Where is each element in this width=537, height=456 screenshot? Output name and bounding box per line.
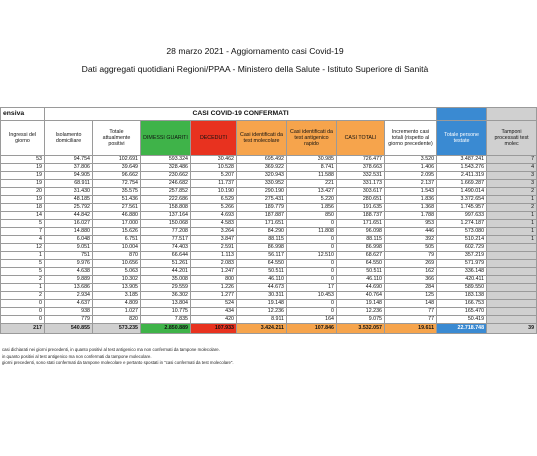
table-cell bbox=[487, 316, 537, 324]
table-cell: 102.691 bbox=[93, 156, 141, 164]
table-cell: 17 bbox=[287, 284, 337, 292]
table-cell: 66.644 bbox=[141, 252, 191, 260]
table-row bbox=[1, 180, 537, 188]
table-cell: 37.806 bbox=[45, 164, 93, 172]
total-cell: 22.718.748 bbox=[437, 324, 487, 334]
table-row bbox=[1, 220, 537, 228]
table-cell: 171.651 bbox=[237, 220, 287, 228]
total-cell: 19.611 bbox=[385, 324, 437, 334]
table-cell: 1.836 bbox=[385, 196, 437, 204]
total-cell: 2.850.889 bbox=[141, 324, 191, 334]
table-cell: 5 bbox=[1, 260, 45, 268]
table-cell: 72.754 bbox=[93, 180, 141, 188]
table-cell: 171.651 bbox=[337, 220, 385, 228]
table-cell: 230.662 bbox=[141, 172, 191, 180]
table-cell: 3.185 bbox=[93, 292, 141, 300]
table-cell: 27.561 bbox=[93, 204, 141, 212]
table-cell: 94.905 bbox=[45, 172, 93, 180]
table-cell: 11.588 bbox=[287, 172, 337, 180]
table-cell: 31.430 bbox=[45, 188, 93, 196]
table-cell: 77 bbox=[385, 316, 437, 324]
table-cell: 4 bbox=[1, 236, 45, 244]
table-cell: 446 bbox=[385, 228, 437, 236]
table-cell: 2.934 bbox=[45, 292, 93, 300]
table-row bbox=[1, 284, 537, 292]
table-cell: 2.095 bbox=[385, 172, 437, 180]
table-cell: 96.662 bbox=[93, 172, 141, 180]
table-cell: 36.302 bbox=[141, 292, 191, 300]
table-cell: 77.517 bbox=[141, 236, 191, 244]
table-cell: 125 bbox=[385, 292, 437, 300]
footnote-2: in quanto positivi al test antigenico ma non confermati da tampone molecolare. bbox=[2, 353, 152, 359]
table-cell: 4.693 bbox=[191, 212, 237, 220]
table-cell: 3 bbox=[487, 180, 537, 188]
table-cell bbox=[487, 276, 537, 284]
table-cell: 13.686 bbox=[45, 284, 93, 292]
table-cell: 1 bbox=[487, 228, 537, 236]
table-cell: 332.531 bbox=[337, 172, 385, 180]
table-cell: 2.083 bbox=[191, 260, 237, 268]
total-cell: 3.424.211 bbox=[237, 324, 287, 334]
report-subtitle: Dati aggregati quotidiani Regioni/PPAA - Ministero della Salute - Istituto Superiore di Sanità bbox=[81, 64, 429, 74]
table-cell: 357.219 bbox=[437, 252, 487, 260]
table-cell: 1.788 bbox=[385, 212, 437, 220]
table-cell: 4.638 bbox=[45, 268, 93, 276]
table-cell: 12.510 bbox=[287, 252, 337, 260]
table-cell bbox=[487, 292, 537, 300]
table-row bbox=[1, 244, 537, 252]
table-cell: 0 bbox=[287, 244, 337, 252]
table-cell: 7.835 bbox=[141, 316, 191, 324]
table-cell: 1.856 bbox=[287, 204, 337, 212]
table-row bbox=[1, 276, 537, 284]
table-cell: 2 bbox=[487, 188, 537, 196]
table-cell: 870 bbox=[93, 252, 141, 260]
table-cell: 0 bbox=[1, 308, 45, 316]
table-cell: 280.651 bbox=[337, 196, 385, 204]
col-header-ingressi: Ingressi del giorno bbox=[1, 121, 45, 156]
table-cell: 2.137 bbox=[385, 180, 437, 188]
table-cell: 17.000 bbox=[93, 220, 141, 228]
table-cell: 257.852 bbox=[141, 188, 191, 196]
table-cell: 328.486 bbox=[141, 164, 191, 172]
table-cell: 14 bbox=[1, 212, 45, 220]
table-cell bbox=[487, 260, 537, 268]
table-cell: 5.266 bbox=[191, 204, 237, 212]
footnote-1: casi dichiarati nei giorni precedenti, in quanto positivi al test antigenico ma non confermati da tampone molecolare. bbox=[2, 347, 220, 352]
footnotes bbox=[2, 347, 234, 367]
table-cell: 165.470 bbox=[437, 308, 487, 316]
table-cell: 0 bbox=[287, 236, 337, 244]
table-cell: 4 bbox=[487, 164, 537, 172]
table-cell: 35.575 bbox=[93, 188, 141, 196]
table-cell bbox=[487, 252, 537, 260]
table-cell: 10.775 bbox=[141, 308, 191, 316]
table-cell: 40.764 bbox=[337, 292, 385, 300]
table-cell: 8.911 bbox=[237, 316, 287, 324]
table-cell: 330.952 bbox=[237, 180, 287, 188]
table-cell: 1 bbox=[487, 196, 537, 204]
table-cell: 30.985 bbox=[287, 156, 337, 164]
table-cell: 12.236 bbox=[237, 308, 287, 316]
table-cell: 1 bbox=[487, 220, 537, 228]
table-row bbox=[1, 212, 537, 220]
table-cell: 96.098 bbox=[337, 228, 385, 236]
table-cell: 0 bbox=[1, 300, 45, 308]
table-cell: 13.804 bbox=[141, 300, 191, 308]
table-row bbox=[1, 268, 537, 276]
table-cell: 10.004 bbox=[93, 244, 141, 252]
table-cell: 53 bbox=[1, 156, 45, 164]
table-cell: 303.617 bbox=[337, 188, 385, 196]
table-cell: 19 bbox=[1, 164, 45, 172]
table-cell: 13.427 bbox=[287, 188, 337, 196]
table-cell: 505 bbox=[385, 244, 437, 252]
table-cell: 4.637 bbox=[45, 300, 93, 308]
table-cell: 7 bbox=[1, 228, 45, 236]
table-cell: 0 bbox=[287, 308, 337, 316]
table-cell: 11.737 bbox=[191, 180, 237, 188]
table-cell: 284 bbox=[385, 284, 437, 292]
table-row bbox=[1, 196, 537, 204]
table-cell: 1.490.014 bbox=[437, 188, 487, 196]
table-cell: 850 bbox=[287, 212, 337, 220]
table-body bbox=[1, 156, 537, 334]
table-cell: 820 bbox=[93, 316, 141, 324]
table-cell: 68.911 bbox=[45, 180, 93, 188]
table-cell: 7 bbox=[487, 156, 537, 164]
table-cell: 11.808 bbox=[287, 228, 337, 236]
table-row bbox=[1, 188, 537, 196]
table-cell: 1.543 bbox=[385, 188, 437, 196]
table-cell: 0 bbox=[287, 260, 337, 268]
band-blank-grey bbox=[487, 108, 537, 121]
table-row bbox=[1, 228, 537, 236]
table-cell: 953 bbox=[385, 220, 437, 228]
table-row bbox=[1, 204, 537, 212]
table-cell bbox=[487, 244, 537, 252]
table-row bbox=[1, 260, 537, 268]
table-cell bbox=[487, 268, 537, 276]
table-cell: 86.998 bbox=[237, 244, 287, 252]
table-cell: 1.669.287 bbox=[437, 180, 487, 188]
table-cell: 1.274.187 bbox=[437, 220, 487, 228]
totals-row bbox=[1, 324, 537, 334]
table-cell: 10.302 bbox=[93, 276, 141, 284]
table-cell: 19.148 bbox=[337, 300, 385, 308]
table-cell: 420.411 bbox=[437, 276, 487, 284]
table-cell: 158.808 bbox=[141, 204, 191, 212]
table-cell: 290.190 bbox=[237, 188, 287, 196]
table-cell: 39.649 bbox=[93, 164, 141, 172]
table-cell: 0 bbox=[287, 276, 337, 284]
table-cell: 9.976 bbox=[45, 260, 93, 268]
table-cell: 573.080 bbox=[437, 228, 487, 236]
total-cell: 107.846 bbox=[287, 324, 337, 334]
report-title: 28 marzo 2021 - Aggiornamento casi Covid-19 bbox=[166, 46, 344, 56]
table-cell: 2.411.319 bbox=[437, 172, 487, 180]
col-header-tamponi: Tamponi processati test molec bbox=[487, 121, 537, 156]
table-cell: 4.809 bbox=[93, 300, 141, 308]
table-cell: 50.419 bbox=[437, 316, 487, 324]
table-cell: 46.110 bbox=[237, 276, 287, 284]
table-cell: 44.690 bbox=[337, 284, 385, 292]
table-cell: 188.737 bbox=[337, 212, 385, 220]
band-left-label: ensiva bbox=[1, 108, 45, 121]
table-cell: 997.633 bbox=[437, 212, 487, 220]
col-header-incremento: Incremento casi totali (rispetto al giorno precedente) bbox=[385, 121, 437, 156]
table-cell: 18 bbox=[1, 204, 45, 212]
table-cell: 5 bbox=[1, 268, 45, 276]
table-row bbox=[1, 172, 537, 180]
table-cell: 48.185 bbox=[45, 196, 93, 204]
table-cell: 77.208 bbox=[141, 228, 191, 236]
band-main-label: CASI COVID-19 CONFERMATI bbox=[45, 108, 437, 121]
total-cell: 540.855 bbox=[45, 324, 93, 334]
table-cell: 20 bbox=[1, 188, 45, 196]
table-cell: 1.247 bbox=[191, 268, 237, 276]
table-cell bbox=[487, 300, 537, 308]
table-cell: 571.979 bbox=[437, 260, 487, 268]
table-cell: 183.138 bbox=[437, 292, 487, 300]
table-cell: 2.591 bbox=[191, 244, 237, 252]
table-cell: 35.008 bbox=[141, 276, 191, 284]
table-cell: 148 bbox=[385, 300, 437, 308]
table-cell: 269 bbox=[385, 260, 437, 268]
table-cell: 10.453 bbox=[287, 292, 337, 300]
table-cell: 589.550 bbox=[437, 284, 487, 292]
table-row bbox=[1, 300, 537, 308]
table-cell: 510.214 bbox=[437, 236, 487, 244]
table-cell: 800 bbox=[191, 276, 237, 284]
table-cell: 366 bbox=[385, 276, 437, 284]
table-cell: 94.754 bbox=[45, 156, 93, 164]
table-cell: 6.751 bbox=[93, 236, 141, 244]
table-row bbox=[1, 164, 537, 172]
table-cell: 593.324 bbox=[141, 156, 191, 164]
table-cell: 331.173 bbox=[337, 180, 385, 188]
table-cell: 88.115 bbox=[337, 236, 385, 244]
table-cell: 434 bbox=[191, 308, 237, 316]
table-cell: 524 bbox=[191, 300, 237, 308]
table-cell: 3.847 bbox=[191, 236, 237, 244]
table-cell: 751 bbox=[45, 252, 93, 260]
table-cell: 25.792 bbox=[45, 204, 93, 212]
table-cell: 221 bbox=[287, 180, 337, 188]
table-cell: 191.635 bbox=[337, 204, 385, 212]
table-cell: 166.753 bbox=[437, 300, 487, 308]
table-cell: 0 bbox=[287, 300, 337, 308]
header-band-row bbox=[1, 108, 537, 121]
table-cell: 1 bbox=[1, 252, 45, 260]
col-header-test-antigenico: Casi identificati da test antigenico rapido bbox=[287, 121, 337, 156]
table-cell: 19 bbox=[1, 196, 45, 204]
table-cell: 392 bbox=[385, 236, 437, 244]
table-cell: 602.729 bbox=[437, 244, 487, 252]
table-cell: 51.436 bbox=[93, 196, 141, 204]
table-cell: 64.550 bbox=[237, 260, 287, 268]
table-cell: 336.148 bbox=[437, 268, 487, 276]
table-cell: 0 bbox=[1, 316, 45, 324]
table-cell: 378.663 bbox=[337, 164, 385, 172]
col-header-persone-testate: Totale persone testate bbox=[437, 121, 487, 156]
table-cell: 162 bbox=[385, 268, 437, 276]
table-cell: 3.487.241 bbox=[437, 156, 487, 164]
table-cell: 51.261 bbox=[141, 260, 191, 268]
table-cell: 10.190 bbox=[191, 188, 237, 196]
table-cell: 2 bbox=[487, 204, 537, 212]
total-cell: 3.532.057 bbox=[337, 324, 385, 334]
table-cell: 4.583 bbox=[191, 220, 237, 228]
table-cell: 5.063 bbox=[93, 268, 141, 276]
table-cell: 1 bbox=[487, 236, 537, 244]
table-cell: 84.290 bbox=[237, 228, 287, 236]
covid-cases-table bbox=[0, 107, 537, 334]
table-cell: 189.779 bbox=[237, 204, 287, 212]
col-header-dimessi-guariti: DIMESSI GUARITI bbox=[141, 121, 191, 156]
table-cell: 9.075 bbox=[337, 316, 385, 324]
table-cell: 30.462 bbox=[191, 156, 237, 164]
table-cell: 2 bbox=[1, 276, 45, 284]
col-header-casi-totali: CASI TOTALI bbox=[337, 121, 385, 156]
table-cell: 44.673 bbox=[237, 284, 287, 292]
table-cell: 150.068 bbox=[141, 220, 191, 228]
table-cell: 9.889 bbox=[45, 276, 93, 284]
table-cell: 3.520 bbox=[385, 156, 437, 164]
table-cell: 6.048 bbox=[45, 236, 93, 244]
table-cell: 12.236 bbox=[337, 308, 385, 316]
table-cell: 14.880 bbox=[45, 228, 93, 236]
col-header-test-molecolare: Casi identificati da test molecolare bbox=[237, 121, 287, 156]
table-cell: 5 bbox=[1, 220, 45, 228]
table-cell: 56.117 bbox=[237, 252, 287, 260]
table-cell: 938 bbox=[45, 308, 93, 316]
table-cell: 46.880 bbox=[93, 212, 141, 220]
table-cell: 44.201 bbox=[141, 268, 191, 276]
col-header-deceduti: DECEDUTI bbox=[191, 121, 237, 156]
table-cell: 15.626 bbox=[93, 228, 141, 236]
table-cell: 695.492 bbox=[237, 156, 287, 164]
table-cell: 222.686 bbox=[141, 196, 191, 204]
table-cell: 1.277 bbox=[191, 292, 237, 300]
table-cell: 19.148 bbox=[237, 300, 287, 308]
table-cell: 9.051 bbox=[45, 244, 93, 252]
table-cell: 10.656 bbox=[93, 260, 141, 268]
covid-table-container bbox=[0, 107, 535, 331]
table-row bbox=[1, 236, 537, 244]
table-cell: 44.842 bbox=[45, 212, 93, 220]
table-cell: 19 bbox=[1, 172, 45, 180]
total-cell: 107.933 bbox=[191, 324, 237, 334]
table-cell: 68.627 bbox=[337, 252, 385, 260]
table-cell: 50.511 bbox=[337, 268, 385, 276]
total-cell: 217 bbox=[1, 324, 45, 334]
table-cell: 74.403 bbox=[141, 244, 191, 252]
col-header-isolamento: Isolamento domiciliare bbox=[45, 121, 93, 156]
table-cell: 16.027 bbox=[45, 220, 93, 228]
table-cell: 77 bbox=[385, 308, 437, 316]
table-cell bbox=[487, 308, 537, 316]
table-row bbox=[1, 308, 537, 316]
footnote-3: giorni precedenti, sono stati confermati da tampone molecolare e pertanto spostati in "casi confermati da test molecolare". bbox=[2, 360, 234, 365]
table-cell: 1.745.957 bbox=[437, 204, 487, 212]
table-cell: 8.741 bbox=[287, 164, 337, 172]
table-cell: 275.431 bbox=[237, 196, 287, 204]
table-cell: 79 bbox=[385, 252, 437, 260]
table-row bbox=[1, 292, 537, 300]
table-cell: 1 bbox=[487, 212, 537, 220]
total-cell: 573.235 bbox=[93, 324, 141, 334]
table-cell: 3.372.654 bbox=[437, 196, 487, 204]
table-cell: 12 bbox=[1, 244, 45, 252]
table-cell: 5.207 bbox=[191, 172, 237, 180]
band-blank-blue bbox=[437, 108, 487, 121]
table-cell: 726.477 bbox=[337, 156, 385, 164]
table-cell: 29.559 bbox=[141, 284, 191, 292]
table-cell: 30.311 bbox=[237, 292, 287, 300]
table-cell: 1 bbox=[1, 284, 45, 292]
table-cell: 779 bbox=[45, 316, 93, 324]
table-cell: 86.998 bbox=[337, 244, 385, 252]
table-cell: 13.905 bbox=[93, 284, 141, 292]
table-row bbox=[1, 252, 537, 260]
table-cell: 1.226 bbox=[191, 284, 237, 292]
table-row bbox=[1, 316, 537, 324]
table-cell: 3.264 bbox=[191, 228, 237, 236]
table-cell: 88.115 bbox=[237, 236, 287, 244]
table-cell: 164 bbox=[287, 316, 337, 324]
table-cell: 246.682 bbox=[141, 180, 191, 188]
table-cell bbox=[487, 284, 537, 292]
table-cell: 10.528 bbox=[191, 164, 237, 172]
table-cell: 6.529 bbox=[191, 196, 237, 204]
table-cell: 187.887 bbox=[237, 212, 287, 220]
table-cell: 320.943 bbox=[237, 172, 287, 180]
table-cell: 19 bbox=[1, 180, 45, 188]
table-cell: 420 bbox=[191, 316, 237, 324]
table-cell: 0 bbox=[287, 268, 337, 276]
table-cell: 137.164 bbox=[141, 212, 191, 220]
table-cell: 50.511 bbox=[237, 268, 287, 276]
table-cell: 369.922 bbox=[237, 164, 287, 172]
table-cell: 2 bbox=[1, 292, 45, 300]
column-header-row bbox=[1, 121, 537, 156]
table-cell: 1.113 bbox=[191, 252, 237, 260]
table-cell: 0 bbox=[287, 220, 337, 228]
table-cell: 3 bbox=[487, 172, 537, 180]
table-row bbox=[1, 156, 537, 164]
table-cell: 1.406 bbox=[385, 164, 437, 172]
table-cell: 1.368 bbox=[385, 204, 437, 212]
table-cell: 1.027 bbox=[93, 308, 141, 316]
table-cell: 5.220 bbox=[287, 196, 337, 204]
col-header-totale-positivi: Totale attualmente positivi bbox=[93, 121, 141, 156]
table-cell: 1.543.276 bbox=[437, 164, 487, 172]
table-cell: 64.550 bbox=[337, 260, 385, 268]
total-cell: 39 bbox=[487, 324, 537, 334]
table-cell: 46.110 bbox=[337, 276, 385, 284]
